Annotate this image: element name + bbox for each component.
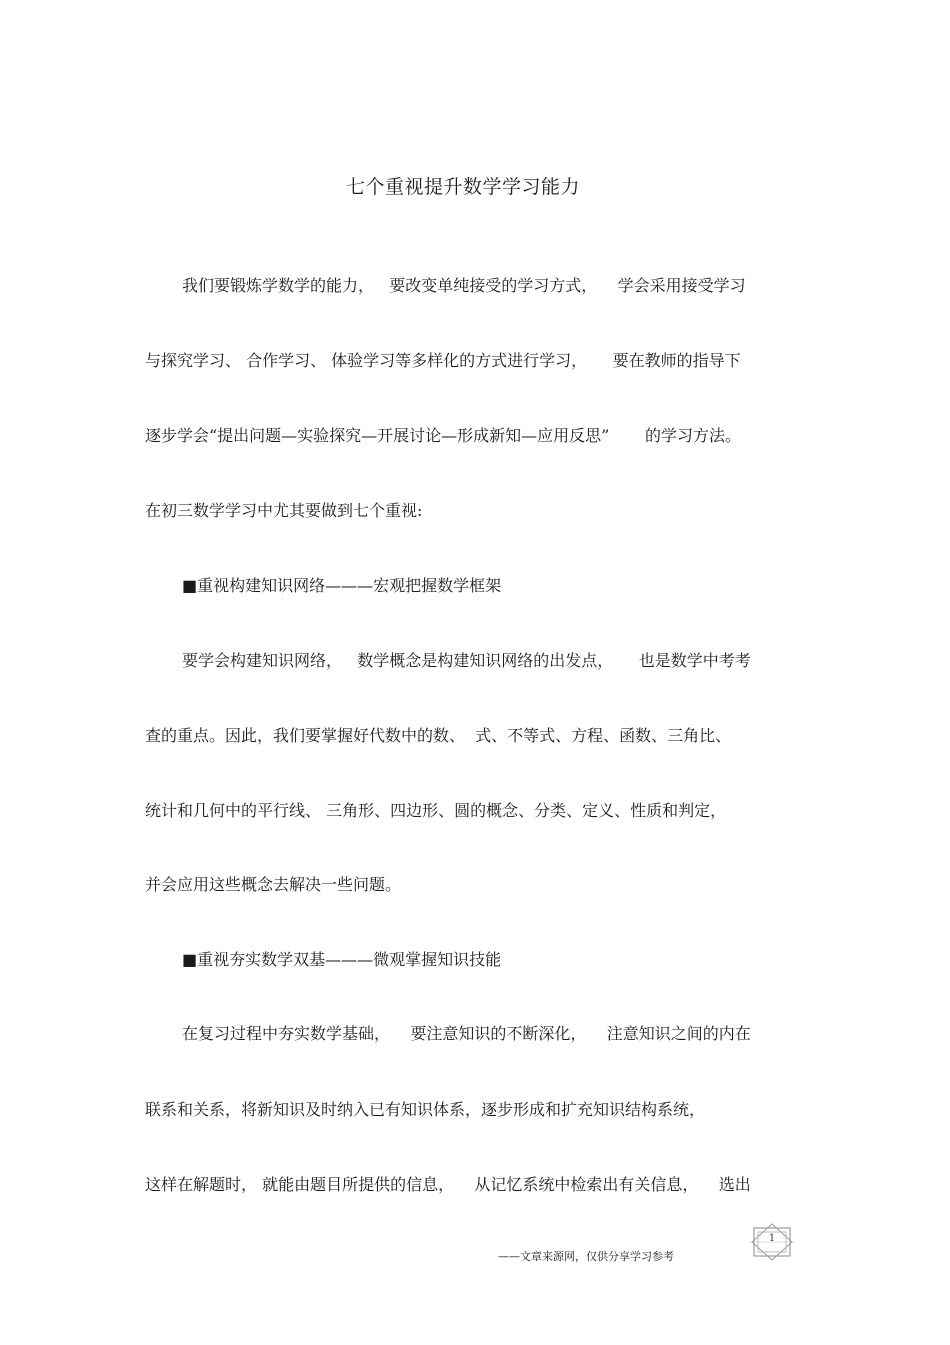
- body-line-3: 逐步学会“提出问题—实验探究—开展讨论—形成新知—应用反思” 的学习方法。: [145, 426, 741, 445]
- section-heading-2: ■重视夯实数学双基———微观掌握知识技能: [182, 950, 502, 969]
- body-line-13: 这样在解题时， 就能由题目所提供的信息， 从记忆系统中检索出有关信息， 选出: [145, 1175, 751, 1194]
- body-line-2: 与探究学习、 合作学习、 体验学习等多样化的方式进行学习， 要在教师的指导下: [145, 351, 741, 370]
- body-line-12: 联系和关系，将新知识及时纳入已有知识体系，逐步形成和扩充知识结构系统，: [145, 1100, 706, 1119]
- footer-source-note: ——文章来源网，仅供分享学习参考: [498, 1250, 674, 1263]
- body-line-6: 要学会构建知识网络， 数学概念是构建知识网络的出发点， 也是数学中考考: [182, 651, 751, 670]
- document-title: 七个重视提升数学学习能力: [345, 176, 580, 198]
- body-line-9: 并会应用这些概念去解决一些问题。: [145, 875, 402, 894]
- page-number: 1: [768, 1233, 776, 1244]
- body-line-4: 在初三数学学习中尤其要做到七个重视:: [145, 501, 423, 520]
- body-line-8: 统计和几何中的平行线、 三角形、四边形、圆的概念、分类、定义、性质和判定，: [145, 801, 727, 820]
- section-heading-1: ■重视构建知识网络———宏观把握数学框架: [182, 576, 502, 595]
- body-line-7: 查的重点。因此，我们要掌握好代数中的数、 式、不等式、方程、函数、三角比、: [145, 726, 732, 745]
- body-line-11: 在复习过程中夯实数学基础， 要注意知识的不断深化， 注意知识之间的内在: [182, 1024, 751, 1043]
- body-line-1: 我们要锻炼学数学的能力， 要改变单纯接受的学习方式， 学会采用接受学习: [182, 276, 746, 295]
